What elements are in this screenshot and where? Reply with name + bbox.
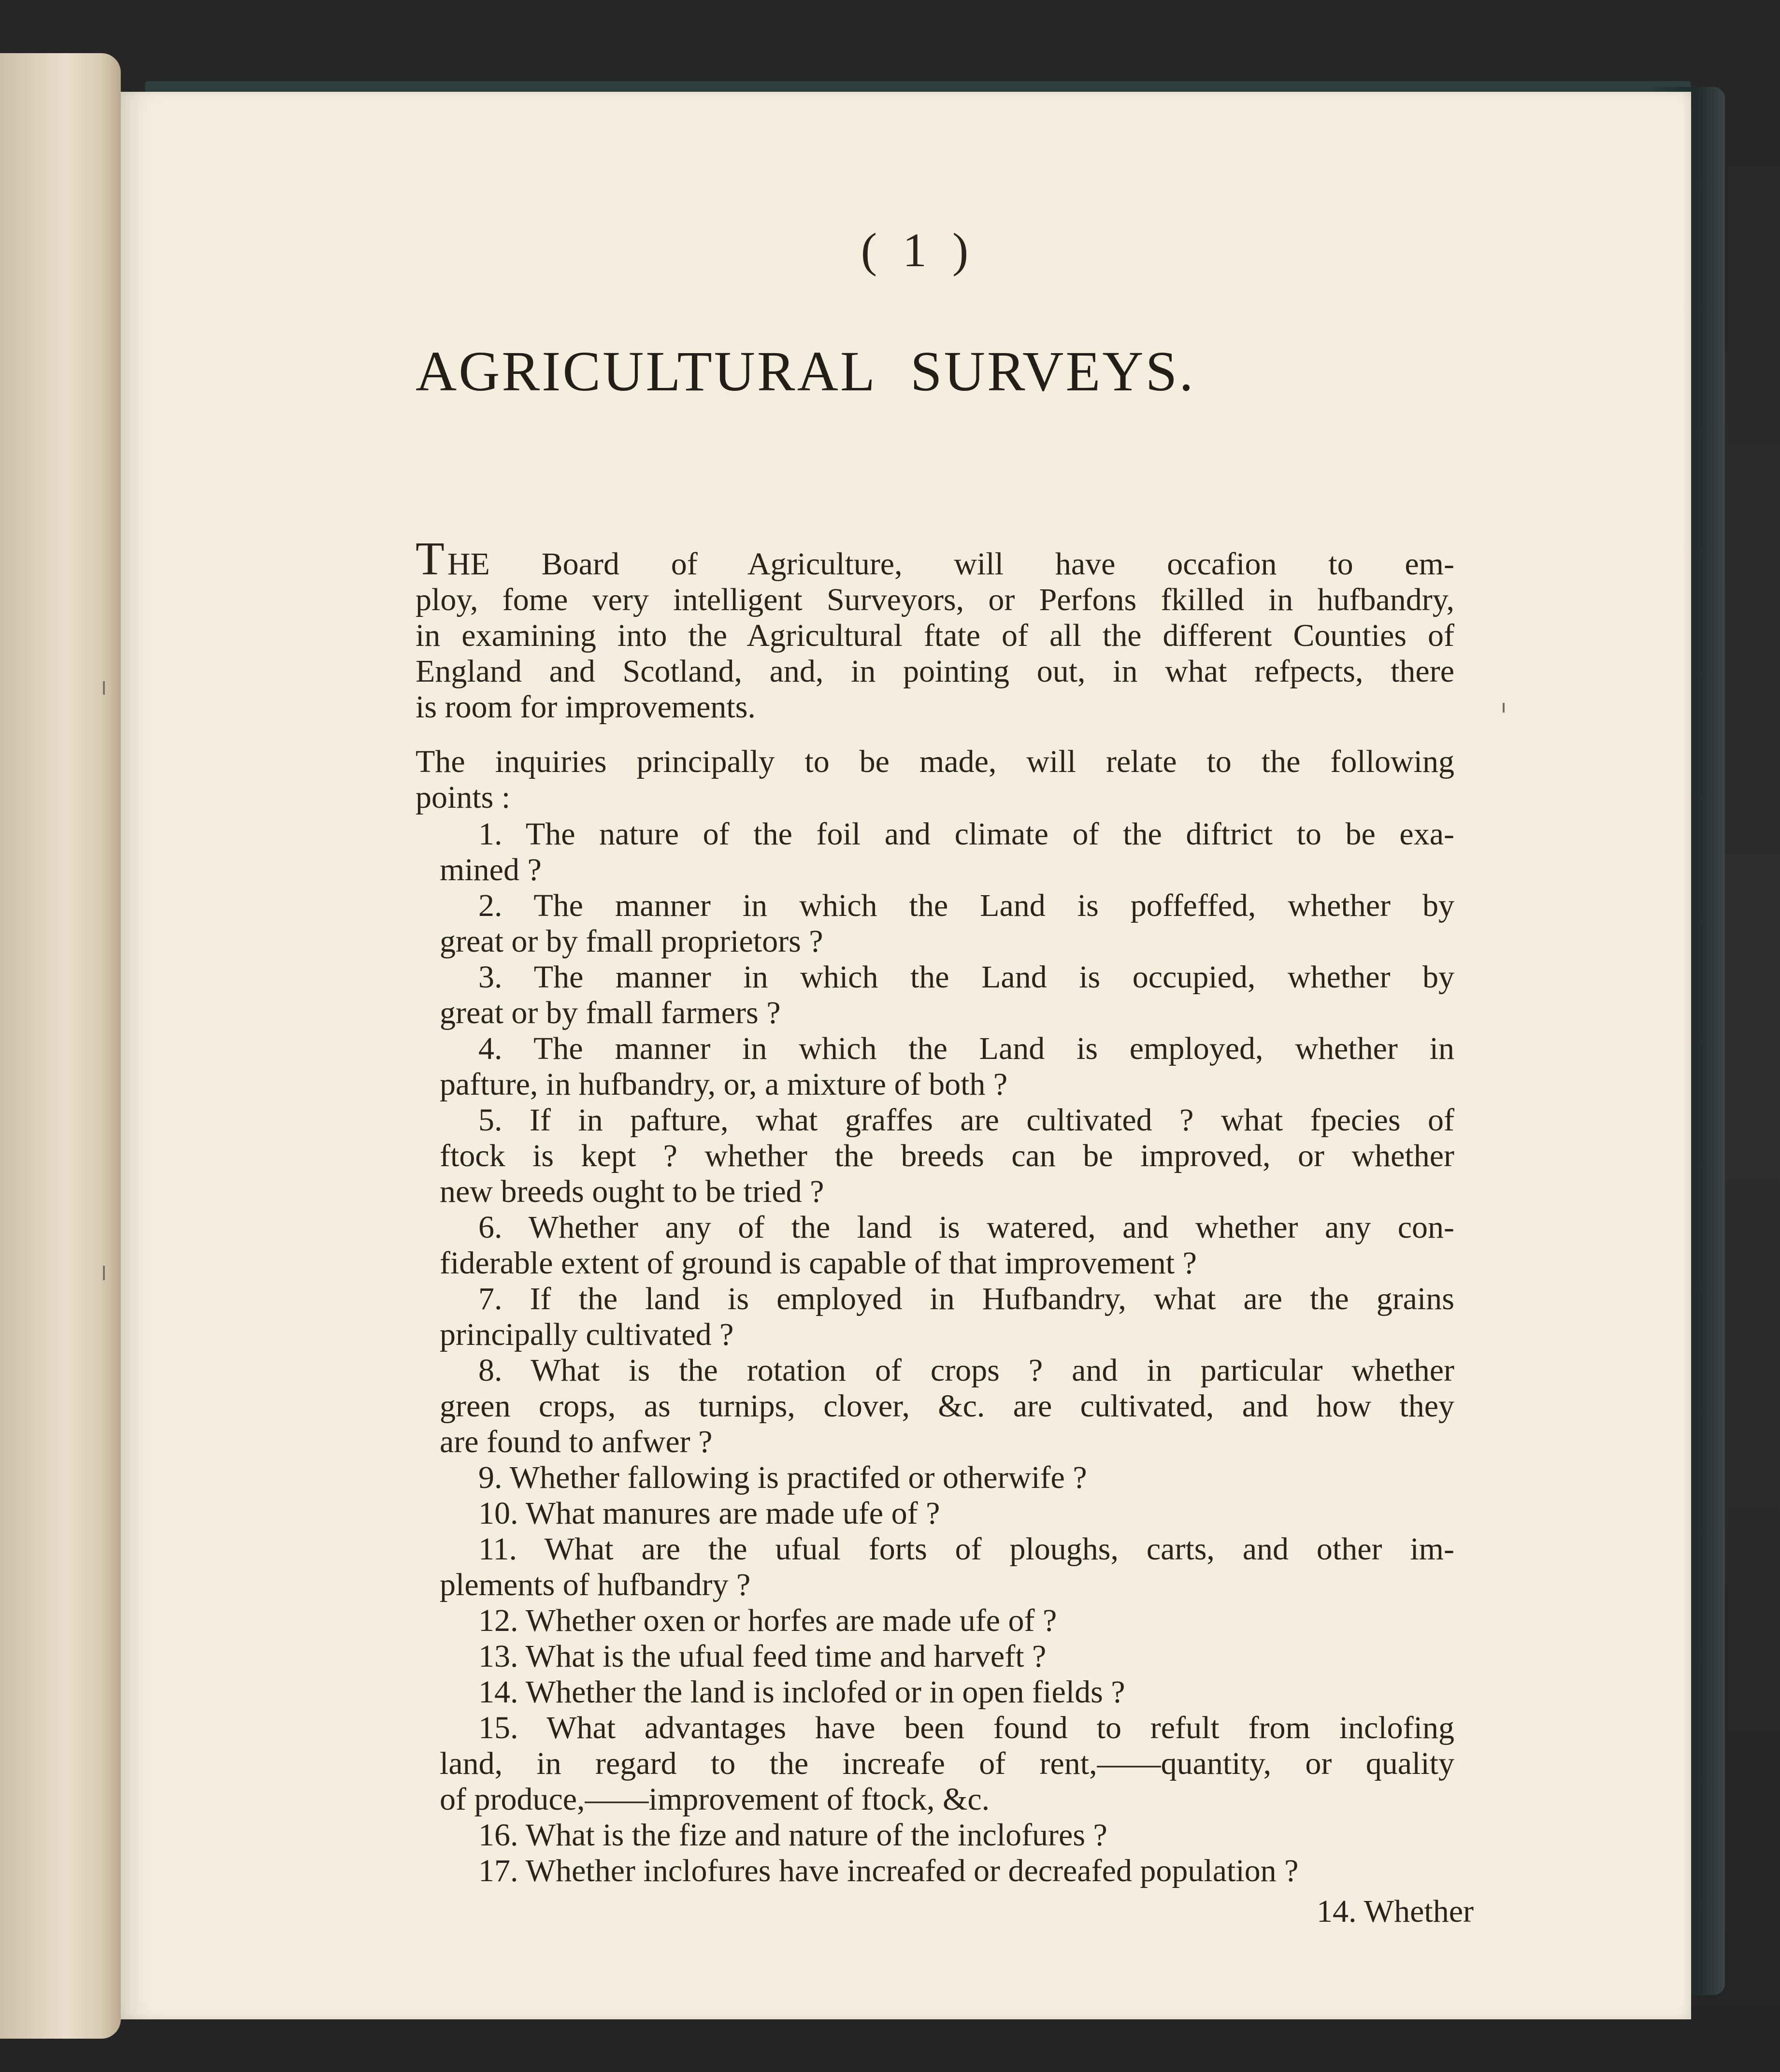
list-item [478, 1639, 1454, 1674]
intro-line-2: ploy, fome very intelligent Surveyors, or Perfons fkilled in hufbandry, [416, 582, 1454, 617]
page-number: ( 1 ) [861, 223, 976, 277]
list-item [440, 816, 1454, 888]
list-item [440, 1531, 1454, 1603]
list-item [478, 1496, 1454, 1531]
list-item-first-line: 14. Whether the land is inclofed or in open fields ? [478, 1674, 1125, 1710]
list-item-first-line: 17. Whether inclofures have increafed or decreafed population ? [478, 1853, 1299, 1888]
facing-page-edge [0, 53, 121, 2039]
page-title: AGRICULTURAL SURVEYS. [416, 340, 1195, 403]
list-item [440, 1710, 1454, 1817]
lead-paragraph [416, 744, 1454, 815]
intro-line-4: England and Scotland, and, in pointing out, in what refpects, there [416, 654, 1454, 689]
intro-paragraph [416, 533, 1454, 725]
list-item-continuation: green crops, as turnips, clover, &c. are cultivated, and how they [440, 1388, 1454, 1424]
margin-mark [1503, 703, 1505, 713]
list-item-continuation: of produce,——improvement of ftock, &c. [440, 1782, 990, 1817]
book-page [121, 92, 1691, 2019]
intro-line-1: THE Board of Agriculture, will have occafion to em- [416, 533, 1454, 585]
margin-mark [103, 1266, 105, 1280]
list-item-first-line: 4. The manner in which the Land is employed, whether in [478, 1031, 1454, 1066]
list-item [440, 1210, 1454, 1281]
list-item-first-line: 15. What advantages have been found to refult from inclofing [478, 1710, 1454, 1745]
list-item [440, 959, 1454, 1031]
list-item-first-line: 7. If the land is employed in Hufbandry, what are the grains [478, 1281, 1454, 1316]
list-item-first-line: 16. What is the fize and nature of the inclofures ? [478, 1817, 1107, 1853]
list-item-first-line: 8. What is the rotation of crops ? and in particular whether [478, 1353, 1454, 1388]
list-item-continuation: ftock is kept ? whether the breeds can be improved, or whether [440, 1138, 1454, 1173]
list-item-first-line: 11. What are the ufual forts of ploughs, carts, and other im- [478, 1531, 1454, 1567]
intro-line-5: is room for improvements. [416, 689, 756, 725]
list-item-first-line: 2. The manner in which the Land is poffeffed, whether by [478, 888, 1454, 923]
list-item-first-line: 1. The nature of the foil and climate of the diftrict to be exa- [478, 816, 1454, 852]
lead-line-2: points : [416, 780, 511, 815]
list-item [478, 1817, 1454, 1853]
list-item-continuation: great or by fmall farmers ? [440, 995, 781, 1030]
list-item-first-line: 13. What is the ufual feed time and harveft ? [478, 1639, 1047, 1674]
list-item [478, 1603, 1454, 1639]
list-item-first-line: 10. What manures are made ufe of ? [478, 1496, 940, 1531]
list-item-continuation: mined ? [440, 852, 542, 887]
margin-mark [103, 681, 105, 695]
list-item [440, 1281, 1454, 1353]
list-item-continuation: are found to anfwer ? [440, 1424, 713, 1459]
list-item [440, 1102, 1454, 1210]
list-item-first-line: 6. Whether any of the land is watered, and whether any con- [478, 1210, 1454, 1245]
list-item [478, 1460, 1454, 1496]
list-item-first-line: 9. Whether fallowing is practifed or otherwife ? [478, 1460, 1087, 1495]
list-item [440, 1353, 1454, 1460]
list-item-first-line: 5. If in pafture, what graffes are cultivated ? what fpecies of [478, 1102, 1454, 1138]
list-item-continuation: principally cultivated ? [440, 1317, 734, 1352]
list-item-first-line: 3. The manner in which the Land is occupied, whether by [478, 959, 1454, 995]
list-item-continuation: plements of hufbandry ? [440, 1567, 751, 1602]
list-item-continuation: pafture, in hufbandry, or, a mixture of both ? [440, 1067, 1008, 1102]
list-item [440, 1031, 1454, 1102]
list-item-continuation: fiderable extent of ground is capable of that improvement ? [440, 1245, 1197, 1281]
inquiry-list [440, 816, 1454, 1889]
list-item-continuation: great or by fmall proprietors ? [440, 924, 823, 959]
list-item [440, 888, 1454, 959]
list-item-continuation: new breeds ought to be tried ? [440, 1174, 824, 1209]
list-item [478, 1674, 1454, 1710]
catchword: 14. Whether [1316, 1894, 1474, 1929]
list-item-first-line: 12. Whether oxen or horfes are made ufe of ? [478, 1603, 1057, 1638]
intro-line-3: in examining into the Agricultural ftate of all the different Counties of [416, 618, 1454, 653]
list-item-continuation: land, in regard to the increafe of rent,——quantity, or quality [440, 1746, 1454, 1781]
drop-letter: T [416, 533, 447, 585]
lead-line-1: The inquiries principally to be made, will relate to the following [416, 744, 1454, 779]
list-item [478, 1853, 1454, 1889]
